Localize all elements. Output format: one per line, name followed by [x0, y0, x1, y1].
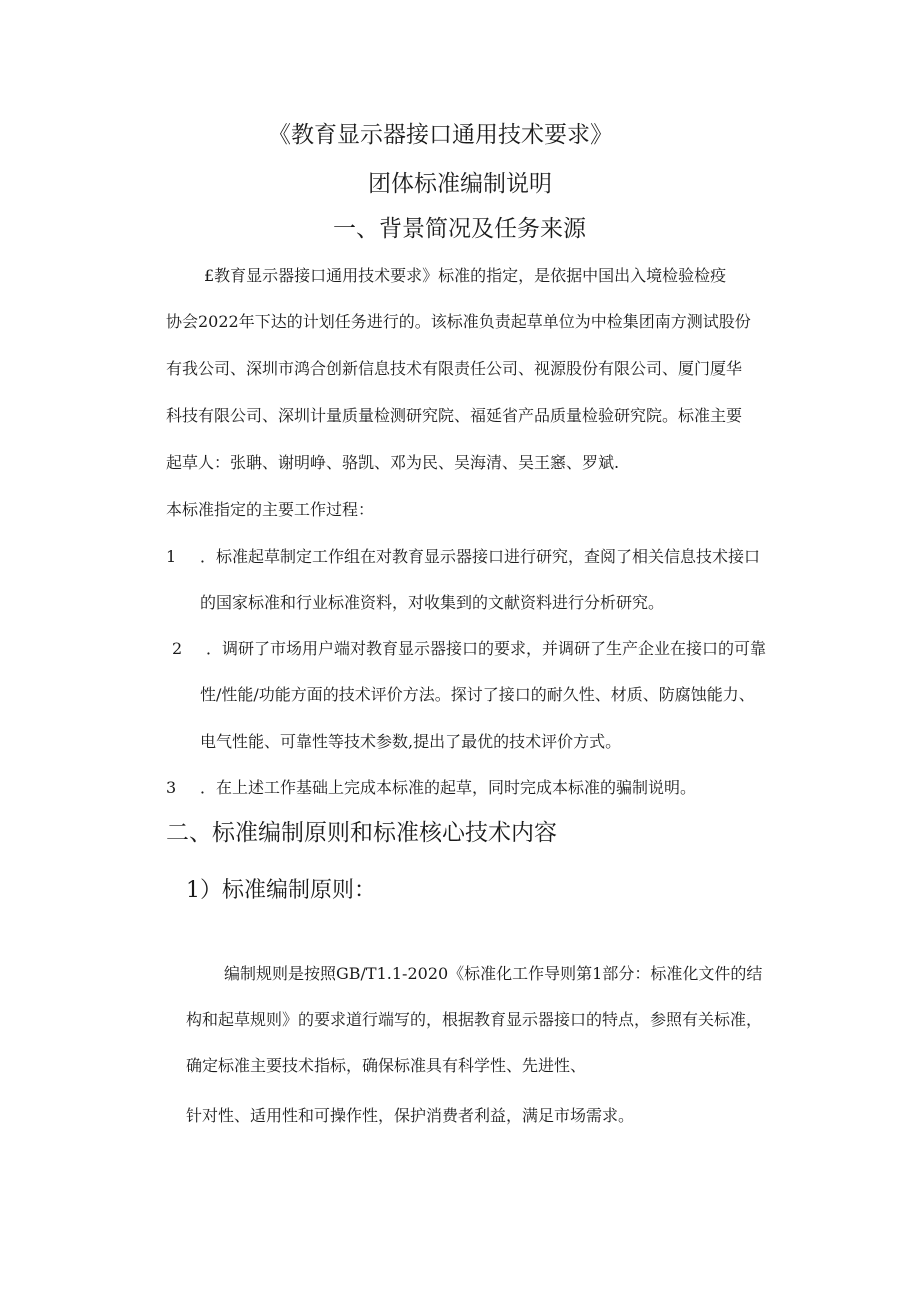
list-item-line: [166, 780, 696, 796]
list-item-line: 电气性能、可靠性等技术参数,提出了最优的技术评价方式。: [200, 732, 622, 751]
paragraph-line: 科技有限公司、深圳计量质量检测研究院、福延省产品质量检验研究院。标准主要: [166, 406, 743, 425]
list-item-text: ．调研了市场用户端对教育显示器接口的要求，并调研了生产企业在接口的可靠: [206, 639, 767, 658]
document-subtitle: 团体标准编制说明: [368, 171, 552, 197]
list-item-line: [172, 641, 766, 657]
list-item-number: 1: [166, 547, 177, 566]
section2-heading: 二、标准编制原则和标准核心技术内容: [166, 820, 557, 846]
list-item-text: ．标准起草制定工作组在对教育显示器接口进行研究，查阅了相关信息技术接口: [200, 547, 761, 566]
paragraph-line: 编制规则是按照GB/T1.1-2020《标准化工作导则第1部分：标准化文件的结: [224, 964, 763, 983]
paragraph-line: £教育显示器接口通用技术要求》标准的指定，是依据中国出入境检验检疫: [204, 266, 727, 285]
section2-subheading: 1）标准编制原则：: [186, 878, 376, 903]
list-item-line: [166, 549, 760, 565]
list-item-line: 性/性能/功能方面的技术评价方法。探讨了接口的耐久性、材质、防腐蚀能力、: [200, 685, 755, 704]
paragraph-line: 构和起草规则》的要求道行端写的，根据教育显示器接口的特点，参照有关标准，: [186, 1010, 763, 1029]
paragraph-line: 协会2022年下达的计划任务进行的。该标准负责起草单位为中检集团南方测试股份: [166, 312, 751, 331]
paragraph-line: 确定标准主要技术指标，确保标准具有科学性、先进性、: [186, 1056, 587, 1075]
list-item-line: 的国家标准和行业标准资料，对收集到的文献资料进行分析研究。: [200, 593, 665, 612]
process-intro: 本标准指定的主要工作过程：: [166, 500, 375, 519]
section1-heading: 一、背景简况及任务来源: [333, 216, 586, 242]
list-item-number: 2: [172, 639, 183, 658]
paragraph-line: 起草人：张聃、谢明峥、骆凯、邓为民、吴海清、吴王窸、罗斌.: [166, 453, 620, 472]
list-item-number: 3: [166, 778, 177, 797]
list-item-text: ．在上述工作基础上完成本标准的起草，同时完成本标准的骗制说明。: [200, 778, 697, 797]
paragraph-line: 针对性、适用性和可操作性，保护消费者利益，满足市场需求。: [186, 1106, 635, 1125]
paragraph-line: 有我公司、深圳市鸿合创新信息技术有限责任公司、视源股份有限公司、厦门厦华: [166, 359, 743, 378]
document-title: 《教育显示器接口通用技术要求》: [268, 122, 613, 148]
